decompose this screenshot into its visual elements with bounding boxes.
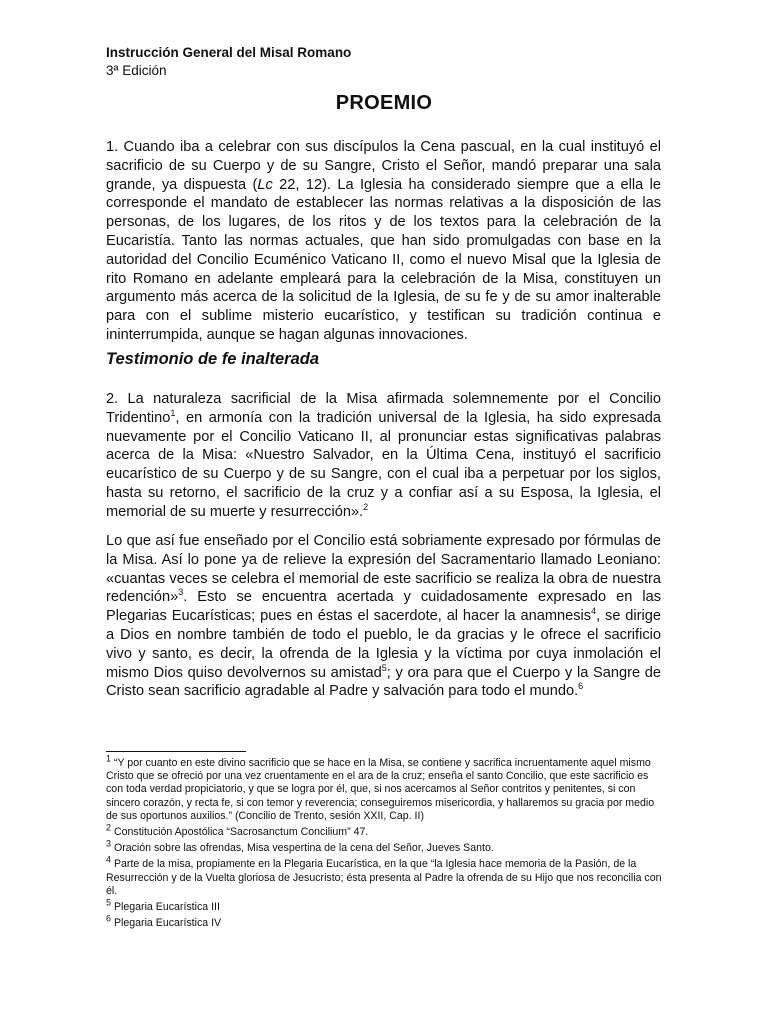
paragraph-2-text-b: , en armonía con la tradición universal de la Iglesia, ha sido expresada nuevamente por el Concilio Vaticano II, al pronunciar estas significativas palabras acerca de la Misa: «Nuestro Salvador, en la Última Cena, instituyó el sacrificio eucarístico de su Cuerpo y de su Sangre, con el cual iba a perpetuar por los siglos, hasta su retorno, el sacrificio de la cruz y a confiar así a su Esposa, la Iglesia, el memorial de su muerte y resurrección». xyxy=(106,409,661,520)
footnote-ref-3[interactable]: 3 xyxy=(178,587,184,598)
footnote-text: Plegaria Eucarística III xyxy=(111,901,220,914)
footnote-separator xyxy=(106,751,246,752)
footnote-number: 4 xyxy=(106,854,112,865)
paragraph-1 xyxy=(106,138,661,345)
footnote-text: “Y por cuanto en este divino sacrificio que se hace en la Misa, se contiene y sacrifica incruentamente aquel mismo Cristo que se ofreció por una vez cruentamente en el ara de la cruz; enseña el santo Concilio, que este sacrificio es con toda verdad propiciatorio, y que se logra por él, que, si nos acercamos al Señor contritos y penitentes, si con sincero corazón, y recta fe, si con temor y reverencia; conseguiremos misericordia, y hallaremos su gracia por medio de sus oportunos auxilios.” (Concilio de Trento, sesión XXII, Cap. II) xyxy=(106,757,655,822)
section-heading: Testimonio de fe inalterada xyxy=(106,350,320,368)
footnote-number: 3 xyxy=(106,838,112,849)
footnotes xyxy=(106,753,662,933)
footnote-ref-5[interactable]: 5 xyxy=(381,662,387,673)
footnote-ref-2[interactable]: 2 xyxy=(363,501,369,512)
footnote-number: 1 xyxy=(106,753,112,764)
footnote-5 xyxy=(106,897,662,914)
footnote-4 xyxy=(106,854,662,898)
footnote-ref-6[interactable]: 6 xyxy=(578,681,584,692)
document-header-title: Instrucción General del Misal Romano xyxy=(106,45,352,60)
page-title: PROEMIO xyxy=(335,92,433,114)
paragraph-1-text-b: 22, 12). La Iglesia ha considerado siempre que a ella le corresponde el mandato de establecer las normas relativas a la disposición de las personas, de los lugares, de los ritos y de los textos para la celebración de la Eucaristía. Tanto las normas actuales, que han sido promulgadas con base en la autoridad del Concilio Ecuménico Vaticano II, como el nuevo Misal que la Iglesia de rito Romano en adelante empleará para la celebración de la Misa, constituyen un argumento más acerca de la solicitud de la Iglesia, de su fe y de su amor inalterable para con el sublime misterio eucarístico, y testifican su tradición continua e ininterrumpida, aunque se hagan algunas innovaciones. xyxy=(106,176,661,343)
footnote-text: Plegaria Eucarística IV xyxy=(111,917,222,930)
paragraph-3-text-d: ; y ora para que el Cuerpo y la Sangre de Cristo sean sacrificio agradable al Padre y salvación para todo el mundo. xyxy=(106,664,662,700)
footnote-6 xyxy=(106,913,662,930)
footnote-ref-4[interactable]: 4 xyxy=(591,606,597,617)
footnote-3 xyxy=(106,838,662,855)
paragraph-3-text-c: , se dirige a Dios en nombre también de todo el pueblo, le da gracias y le ofrece el sacrificio vivo y santo, es decir, la ofrenda de la Iglesia y la víctima por cuya inmolación el mismo Dios quiso devolvernos su amistad xyxy=(106,608,661,681)
scripture-reference-book: Lc xyxy=(257,176,273,193)
footnote-text: Constitución Apostólica “Sacrosanctum Concilium” 47. xyxy=(111,826,369,839)
footnote-text: Parte de la misa, propiamente en la Plegaria Eucarística, en la que “la Iglesia hace memoria de la Pasión, de la Resurrección y de la Vuelta gloriosa de Jesucristo; ésta presenta al Padre la ofrenda de su Hijo que nos reconcilia con él. xyxy=(106,858,662,897)
footnote-2 xyxy=(106,822,662,839)
footnote-number: 5 xyxy=(106,897,112,908)
paragraph-3 xyxy=(106,532,661,701)
footnote-number: 6 xyxy=(106,913,112,924)
paragraph-2-text-a: 2. La naturaleza sacrificial de la Misa afirmada solemnemente por el Concilio Tridentino xyxy=(106,391,661,426)
footnote-1 xyxy=(106,753,662,823)
paragraph-3-text-b: . Esto se encuentra acertada y cuidadosamente expresado en las Plegarias Eucarísticas; pues en éstas el sacerdote, al hacer la anamnesis xyxy=(106,589,661,625)
paragraph-2 xyxy=(106,390,661,522)
footnote-ref-1[interactable]: 1 xyxy=(170,407,176,418)
document-edition: 3ª Edición xyxy=(106,63,167,78)
footnote-text: Oración sobre las ofrendas, Misa vespertina de la cena del Señor, Jueves Santo. xyxy=(111,842,494,855)
footnote-number: 2 xyxy=(106,822,112,833)
paragraph-1-text-a: 1. Cuando iba a celebrar con sus discípulos la Cena pascual, en la cual instituyó el sacrificio de su Cuerpo y de su Sangre, Cristo el Señor, mandó preparar una sala grande, ya dispuesta ( xyxy=(106,139,661,193)
paragraph-3-text-a: Lo que así fue enseñado por el Concilio está sobriamente expresado por fórmulas de la Misa. Así lo pone ya de relieve la expresión del Sacramentario llamado Leoniano: «cuantas veces se celebra el memorial de este sacrificio se realiza la obra de nuestra redención» xyxy=(106,533,661,606)
